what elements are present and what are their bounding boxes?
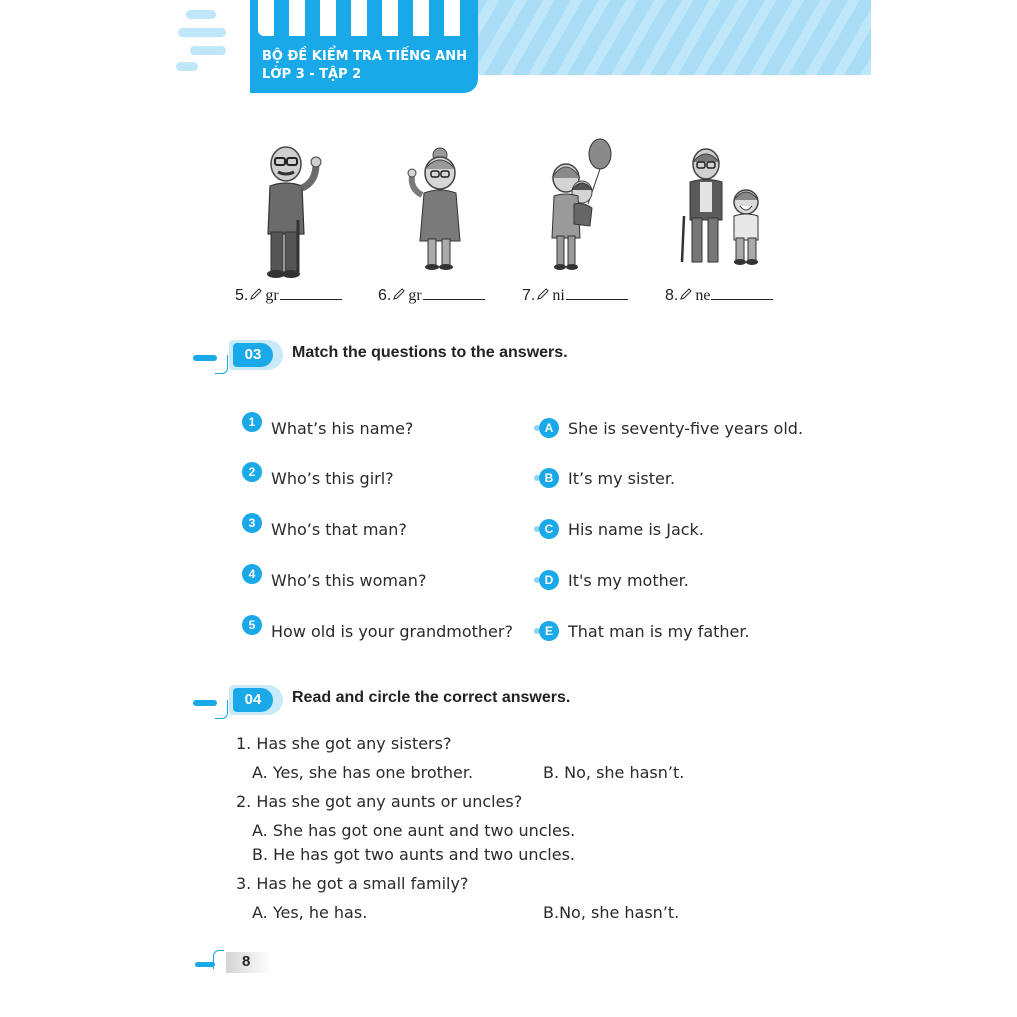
section-title: Read and circle the correct answers.	[292, 689, 571, 706]
quiz-question-2: 2. Has she got any aunts or uncles?	[236, 792, 523, 811]
answer-letter-badge: D	[539, 570, 559, 590]
section-marker-line	[193, 700, 217, 706]
answer-text[interactable]: She is seventy-five years old.	[568, 419, 804, 438]
book-title-line1: BỘ ĐỀ KIỂM TRA TIẾNG ANH	[262, 49, 467, 64]
quiz-option-2a[interactable]: A. She has got one aunt and two uncles.	[252, 821, 576, 840]
quiz-option-2b[interactable]: B. He has got two aunts and two uncles.	[252, 845, 576, 864]
pencil-icon	[249, 288, 262, 301]
header-tab	[250, 0, 478, 93]
answer-text[interactable]: It's my mother.	[568, 571, 689, 590]
grandfather-and-nephew-illustration	[678, 144, 770, 268]
question-number-badge: 1	[242, 412, 262, 432]
book-title	[262, 48, 467, 84]
answer-letter-badge: E	[539, 621, 559, 641]
footer-marker-line	[195, 962, 215, 967]
answer-text[interactable]: It’s my sister.	[568, 469, 676, 488]
section-badge	[229, 685, 283, 715]
question-text[interactable]: How old is your grandmother?	[271, 622, 513, 641]
question-text[interactable]: Who’s this girl?	[271, 469, 394, 488]
awning-stripes	[258, 0, 472, 36]
quiz-question-1: 1. Has she got any sisters?	[236, 734, 452, 753]
question-number-badge: 5	[242, 615, 262, 635]
question-number-badge: 3	[242, 513, 262, 533]
header-speed-dashes	[176, 8, 250, 72]
blank-prefix: gr	[408, 287, 422, 304]
answer-blank[interactable]	[566, 299, 628, 300]
section-04-header	[193, 685, 613, 721]
blank-item-5	[235, 287, 342, 305]
question-text[interactable]: Who’s this woman?	[271, 571, 427, 590]
section-title: Match the questions to the answers.	[292, 344, 568, 361]
answer-text[interactable]: That man is my father.	[568, 622, 750, 641]
blank-prefix: ne	[695, 287, 711, 304]
blank-item-7	[522, 287, 628, 305]
question-text[interactable]: What’s his name?	[271, 419, 414, 438]
question-number-badge: 2	[242, 462, 262, 482]
quiz-option-3b[interactable]: B.No, she hasn’t.	[543, 903, 680, 922]
blank-number: 6.	[378, 287, 392, 304]
book-title-line2: LỚP 3 - TẬP 2	[262, 67, 362, 82]
answer-blank[interactable]	[280, 299, 342, 300]
blank-item-6	[378, 287, 485, 305]
section-marker-hook	[215, 700, 228, 719]
pencil-icon	[392, 288, 405, 301]
blank-prefix: ni	[552, 287, 565, 304]
answer-letter-badge: A	[539, 418, 559, 438]
grandfather-illustration	[258, 142, 330, 278]
blank-prefix: gr	[265, 287, 279, 304]
footer-marker-hook	[213, 950, 224, 969]
question-number-badge: 4	[242, 564, 262, 584]
quiz-option-1b[interactable]: B. No, she hasn’t.	[543, 763, 685, 782]
pencil-icon	[536, 288, 549, 301]
blank-number: 8.	[665, 287, 679, 304]
quiz-option-3a[interactable]: A. Yes, he has.	[252, 903, 368, 922]
answer-letter-badge: B	[539, 468, 559, 488]
answer-letter-badge: C	[539, 519, 559, 539]
blank-item-8	[665, 287, 773, 305]
section-03-header	[193, 340, 613, 376]
answer-text[interactable]: His name is Jack.	[568, 520, 704, 539]
answer-blank[interactable]	[711, 299, 773, 300]
section-marker-line	[193, 355, 217, 361]
quiz-question-3: 3. Has he got a small family?	[236, 874, 469, 893]
section-number: 04	[233, 688, 273, 712]
quiz-option-1a[interactable]: A. Yes, she has one brother.	[252, 763, 474, 782]
mother-and-niece-illustration	[544, 138, 616, 272]
section-number: 03	[233, 343, 273, 367]
blank-number: 7.	[522, 287, 536, 304]
answer-blank[interactable]	[423, 299, 485, 300]
grandmother-illustration	[404, 145, 476, 273]
page-number: 8	[242, 953, 251, 970]
blank-number: 5.	[235, 287, 249, 304]
question-text[interactable]: Who’s that man?	[271, 520, 407, 539]
section-marker-hook	[215, 355, 228, 374]
section-badge	[229, 340, 283, 370]
pencil-icon	[679, 288, 692, 301]
